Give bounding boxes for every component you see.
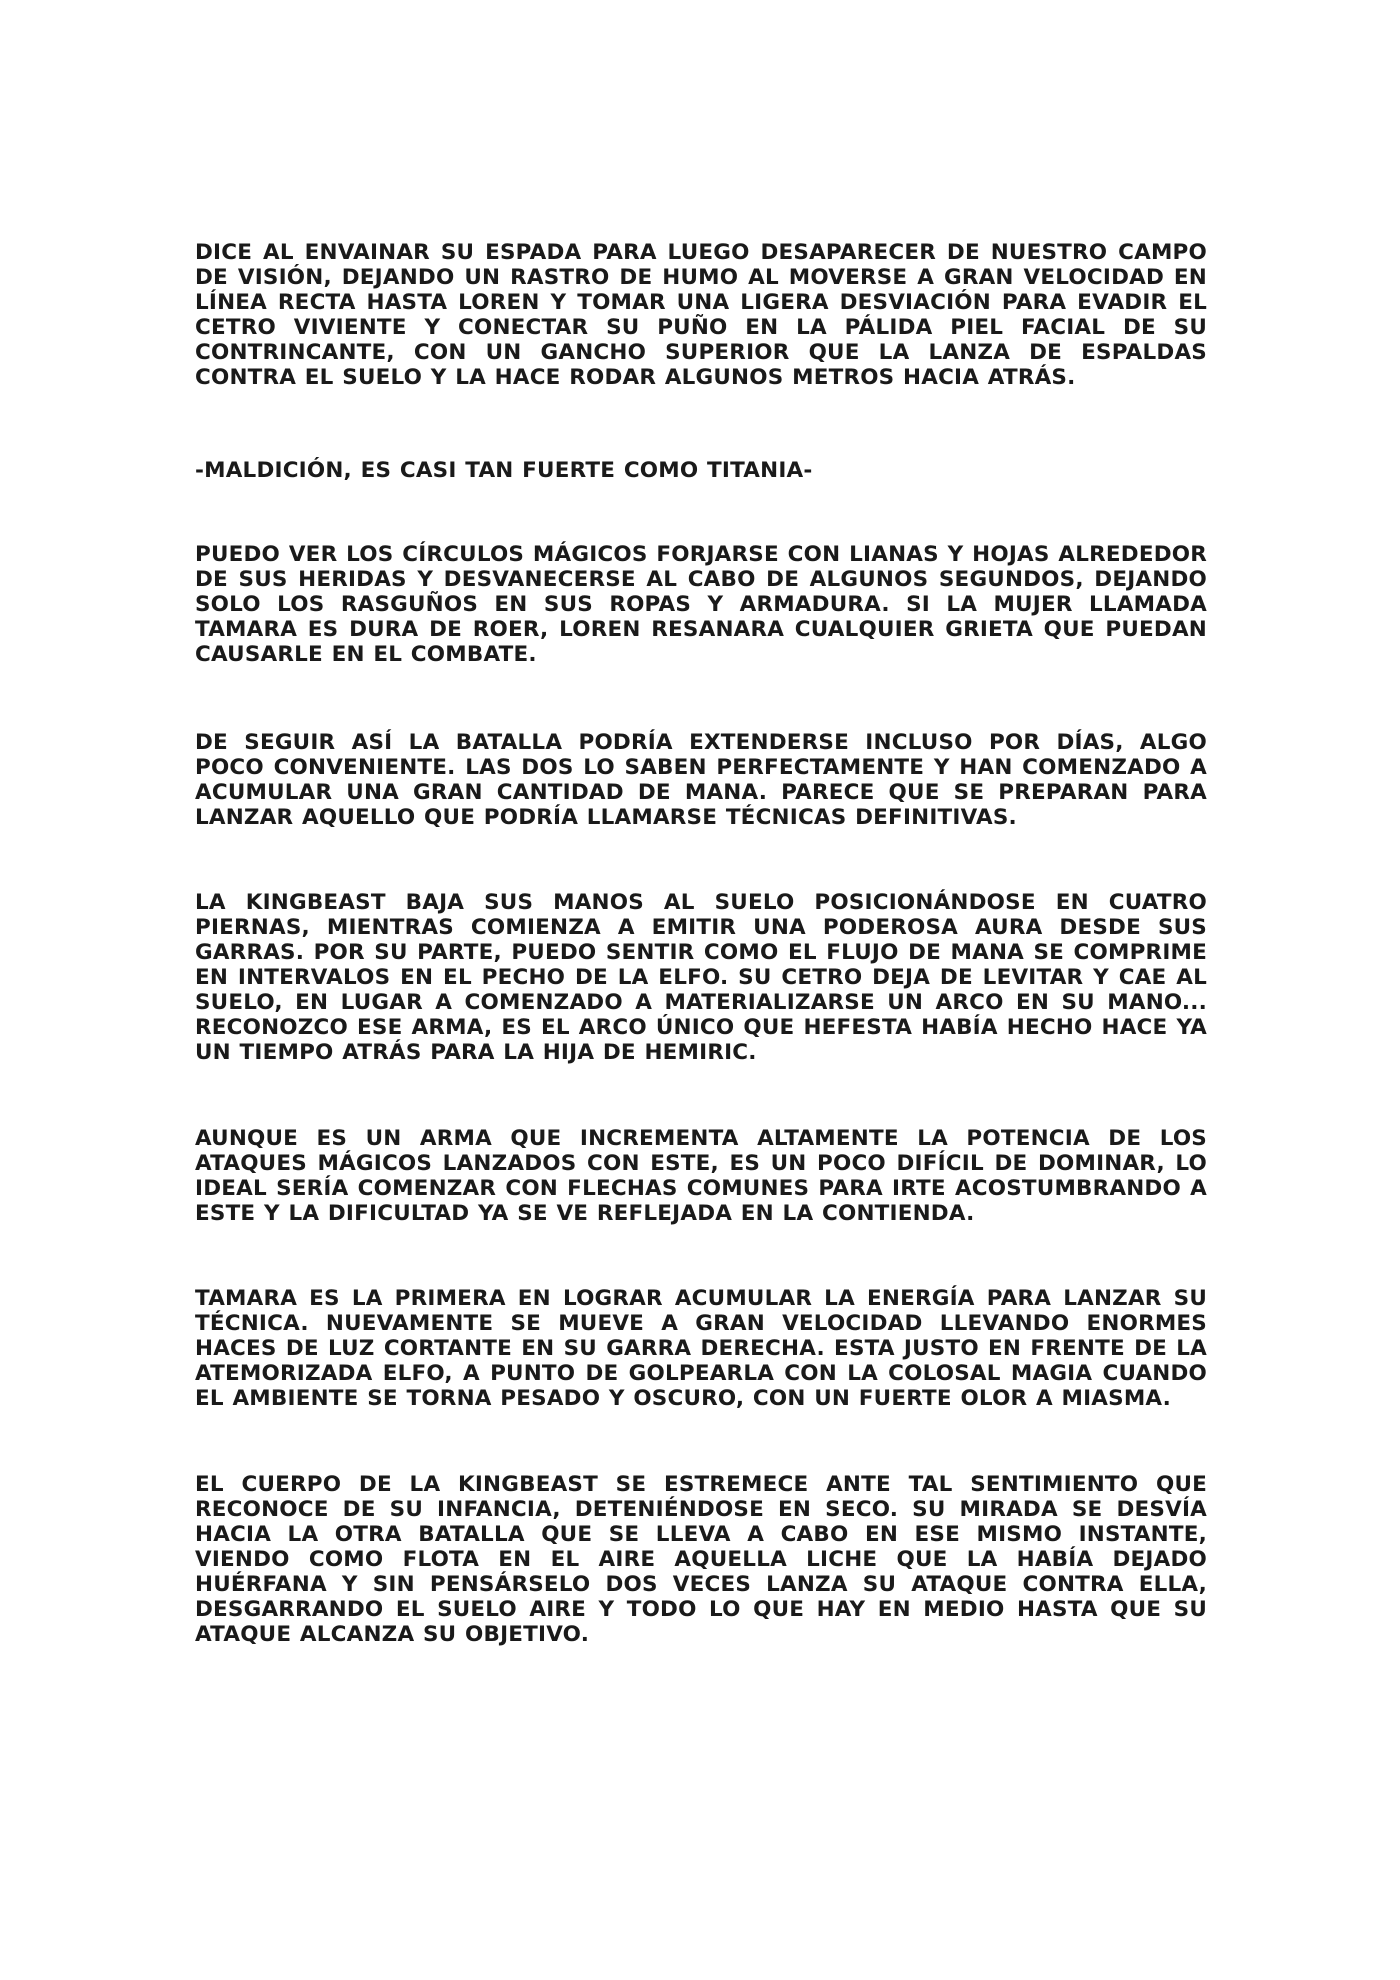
- paragraph-4: DE SEGUIR ASÍ LA BATALLA PODRÍA EXTENDERSE INCLUSO POR DÍAS, ALGO POCO CONVENIENTE. LAS DOS LO SABEN PERFECTAMENTE Y HAN COMENZADO A ACUMULAR UNA GRAN CANTIDAD DE MANA. PARECE QUE SE PREPARAN PARA LANZAR AQUELLO QUE PODRÍA LLAMARSE TÉCNICAS DEFINITIVAS.: [195, 730, 1207, 830]
- paragraph-3: PUEDO VER LOS CÍRCULOS MÁGICOS FORJARSE CON LIANAS Y HOJAS ALREDEDOR DE SUS HERIDAS Y DESVANECERSE AL CABO DE ALGUNOS SEGUNDOS, DEJANDO SOLO LOS RASGUÑOS EN SUS ROPAS Y ARMADURA. SI LA MUJER LLAMADA TAMARA ES DURA DE ROER, LOREN RESANARA CUALQUIER GRIETA QUE PUEDAN CAUSARLE EN EL COMBATE.: [195, 542, 1207, 667]
- paragraph-1: DICE AL ENVAINAR SU ESPADA PARA LUEGO DESAPARECER DE NUESTRO CAMPO DE VISIÓN, DEJANDO UN RASTRO DE HUMO AL MOVERSE A GRAN VELOCIDAD EN LÍNEA RECTA HASTA LOREN Y TOMAR UNA LIGERA DESVIACIÓN PARA EVADIR EL CETRO VIVIENTE Y CONECTAR SU PUÑO EN LA PÁLIDA PIEL FACIAL DE SU CONTRINCANTE, CON UN GANCHO SUPERIOR QUE LA LANZA DE ESPALDAS CONTRA EL SUELO Y LA HACE RODAR ALGUNOS METROS HACIA ATRÁS.: [195, 240, 1207, 390]
- paragraph-5: LA KINGBEAST BAJA SUS MANOS AL SUELO POSICIONÁNDOSE EN CUATRO PIERNAS, MIENTRAS COMIENZA A EMITIR UNA PODEROSA AURA DESDE SUS GARRAS. POR SU PARTE, PUEDO SENTIR COMO EL FLUJO DE MANA SE COMPRIME EN INTERVALOS EN EL PECHO DE LA ELFO. SU CETRO DEJA DE LEVITAR Y CAE AL SUELO, EN LUGAR A COMENZADO A MATERIALIZARSE UN ARCO EN SU MANO... RECONOZCO ESE ARMA, ES EL ARCO ÚNICO QUE HEFESTA HABÍA HECHO HACE YA UN TIEMPO ATRÁS PARA LA HIJA DE HEMIRIC.: [195, 890, 1207, 1065]
- paragraph-7: TAMARA ES LA PRIMERA EN LOGRAR ACUMULAR LA ENERGÍA PARA LANZAR SU TÉCNICA. NUEVAMENTE SE MUEVE A GRAN VELOCIDAD LLEVANDO ENORMES HACES DE LUZ CORTANTE EN SU GARRA DERECHA. ESTA JUSTO EN FRENTE DE LA ATEMORIZADA ELFO, A PUNTO DE GOLPEARLA CON LA COLOSAL MAGIA CUANDO EL AMBIENTE SE TORNA PESADO Y OSCURO, CON UN FUERTE OLOR A MIASMA.: [195, 1286, 1207, 1411]
- paragraph-8: EL CUERPO DE LA KINGBEAST SE ESTREMECE ANTE TAL SENTIMIENTO QUE RECONOCE DE SU INFANCIA, DETENIÉNDOSE EN SECO. SU MIRADA SE DESVÍA HACIA LA OTRA BATALLA QUE SE LLEVA A CABO EN ESE MISMO INSTANTE, VIENDO COMO FLOTA EN EL AIRE AQUELLA LICHE QUE LA HABÍA DEJADO HUÉRFANA Y SIN PENSÁRSELO DOS VECES LANZA SU ATAQUE CONTRA ELLA, DESGARRANDO EL SUELO AIRE Y TODO LO QUE HAY EN MEDIO HASTA QUE SU ATAQUE ALCANZA SU OBJETIVO.: [195, 1472, 1207, 1647]
- paragraph-6: AUNQUE ES UN ARMA QUE INCREMENTA ALTAMENTE LA POTENCIA DE LOS ATAQUES MÁGICOS LANZADOS CON ESTE, ES UN POCO DIFÍCIL DE DOMINAR, LO IDEAL SERÍA COMENZAR CON FLECHAS COMUNES PARA IRTE ACOSTUMBRANDO A ESTE Y LA DIFICULTAD YA SE VE REFLEJADA EN LA CONTIENDA.: [195, 1126, 1207, 1226]
- paragraph-2-dialogue: -MALDICIÓN, ES CASI TAN FUERTE COMO TITANIA-: [195, 458, 813, 483]
